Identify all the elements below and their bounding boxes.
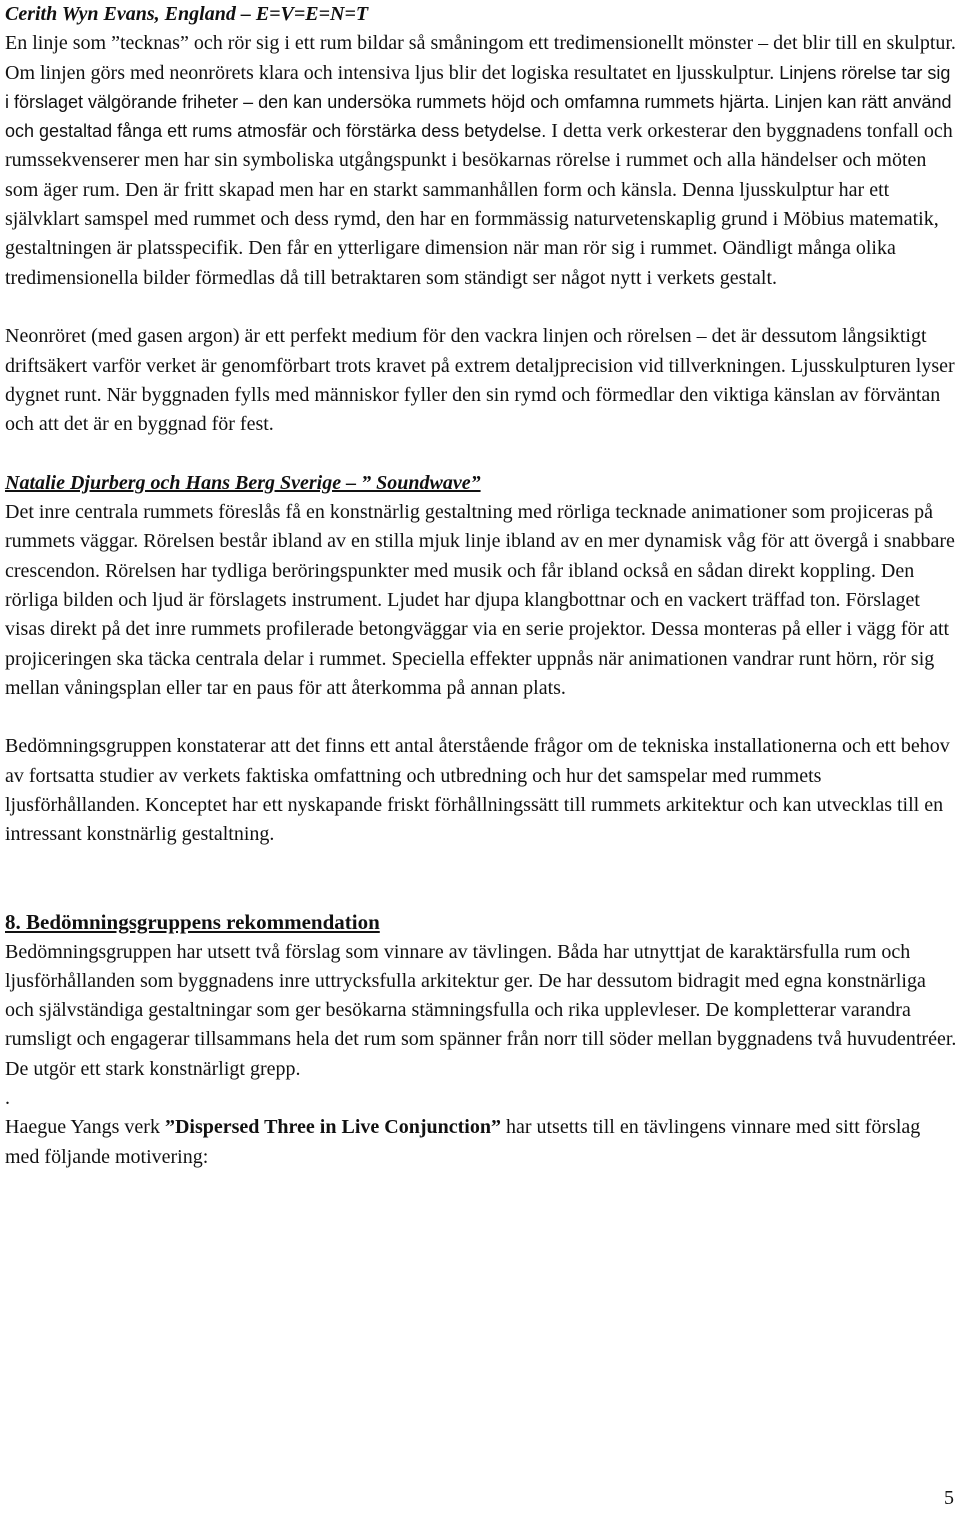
page-number: 5: [944, 1487, 954, 1509]
paragraph-part-serif-3: Denna ljusskulptur har ett självklart samspel med rummet och dess rymd, den har en formmässig naturvetenskaplig grund i Möbius matematik, gestaltningen är platsspecifik. Den får en ytterligare dimension när man rör sig i rummet. Oändligt många olika tredimensionella bilder förmedlas då till betraktaren som ständigt ser något nytt i verkets gestalt.: [5, 178, 939, 289]
paragraph-gap: [5, 293, 959, 322]
winner-intro: Haegue Yangs verk: [5, 1116, 165, 1139]
paragraph-winner-announcement: [5, 1113, 959, 1172]
paragraph-gap: [5, 850, 959, 879]
section-heading-soundwave: Natalie Djurberg och Hans Berg Sverige – ” Soundwave”: [5, 471, 481, 494]
paragraph-gap: [5, 439, 959, 468]
paragraph-part-serif-2: I detta verk orkesterar den byggnadens tonfall och rumssekvenserer men har sin symboliska utgångspunkt i besökarnas rörelse i rummet och alla händelser och möten som äger rum. Den är fritt skapad men har en starkt sammanhållen form och känsla.: [5, 120, 953, 201]
paragraph-gap: [5, 703, 959, 732]
winner-work-title: ”Dispersed Three in Live Conjunction”: [164, 1116, 501, 1139]
paragraph-recommendation: Bedömningsgruppen har utsett två förslag som vinnare av tävlingen. Båda har utnyttjat de karaktärsfulla rum och ljusförhållanden som byggnadens inre uttrycksfulla arkitektur ger. De har dessutom bidragit med egna konstnärliga och självständiga gestaltningar som ger besökarna stämningsfulla och rika upplevleser. De kompletterar varandra rumsligt och engagerar tillsammans hela det rum som spänner från norr till söder mellan byggnadens två huvudentréer. De utgör ett stark konstnärligt grepp.: [5, 940, 957, 1080]
paragraph-assessment: Bedömningsgruppen konstaterar att det finns ett antal återstående frågor om de tekniska installationerna och ett behov av fortsatta studier av verkets faktiska omfattning och utbredning och hur det samspelar med rummets ljusförhållanden. Konceptet har ett nyskapande friskt förhållningssätt till rummets arkitektur och kan utvecklas till en intressant konstnärlig gestaltning.: [5, 735, 950, 846]
paragraph-part-serif: En linje som ”tecknas” och rör sig i ett rum bildar så småningom ett tredimensionellt mönster – det blir till en skulptur. Om linjen görs med neonrörets klara och intensiva ljus blir det logiska resultatet en ljusskulptur.: [5, 32, 956, 84]
winner-outro: har utsetts till en tävlingens vinnare med sitt förslag med följande motivering:: [5, 1116, 921, 1168]
paragraph-gap: [5, 879, 959, 908]
document-page: [5, 0, 959, 1172]
paragraph-neonroret: Neonröret (med gasen argon) är ett perfekt medium för den vackra linjen och rörelsen – det är dessutom långsiktigt driftsäkert varför verket är genomförbart trots kravet på extrem detaljprecision vid tillverkningen. Ljusskulpturen lyser dygnet runt. När byggnaden fylls med människor fyller den sin rymd och förmedlar den viktiga känslan av förväntan och att det är en byggnad för fest.: [5, 325, 955, 436]
section-heading-recommendation: 8. Bedömningsgruppens rekommendation: [5, 910, 380, 935]
separator-dot: .: [5, 1086, 10, 1109]
paragraph-soundwave-description: Det inre centrala rummets föreslås få en konstnärlig gestaltning med rörliga tecknade animationer som projiceras på rummets väggar. Rörelsen består ibland av en stilla mjuk linje ibland av en mer dynamisk våg för att övergå i snabbare crescendon. Rörelsen har tydliga beröringspunkter med musik och får ibland också en sådan direkt koppling. Den rörliga bilden och ljud är förslagets instrument. Ljudet har djupa klangbottnar och en vackert träffad ton. Förslaget visas direkt på det inre rummets profilerade betongväggar via en serie projektor. Dessa monteras på eller i vägg för att projiceringen ska täcka centrala delar i rummet. Speciella effekter uppnås när animationen vandrar runt hörn, rör sig mellan våningsplan eller tar en paus för att återkomma på annan plats.: [5, 501, 955, 699]
paragraph-cerith-description: [5, 29, 959, 293]
section-heading-cerith-wyn-evans: Cerith Wyn Evans, England – E=V=E=N=T: [5, 3, 369, 25]
paragraph-part-sans: Linjens rörelse tar sig i förslaget välgörande friheter – den kan undersöka rummets höjd och omfamna rummets hjärta. Linjen kan rätt använd och gestaltad fånga ett rums atmosfär och förstärka dess betydelse.: [5, 62, 952, 142]
